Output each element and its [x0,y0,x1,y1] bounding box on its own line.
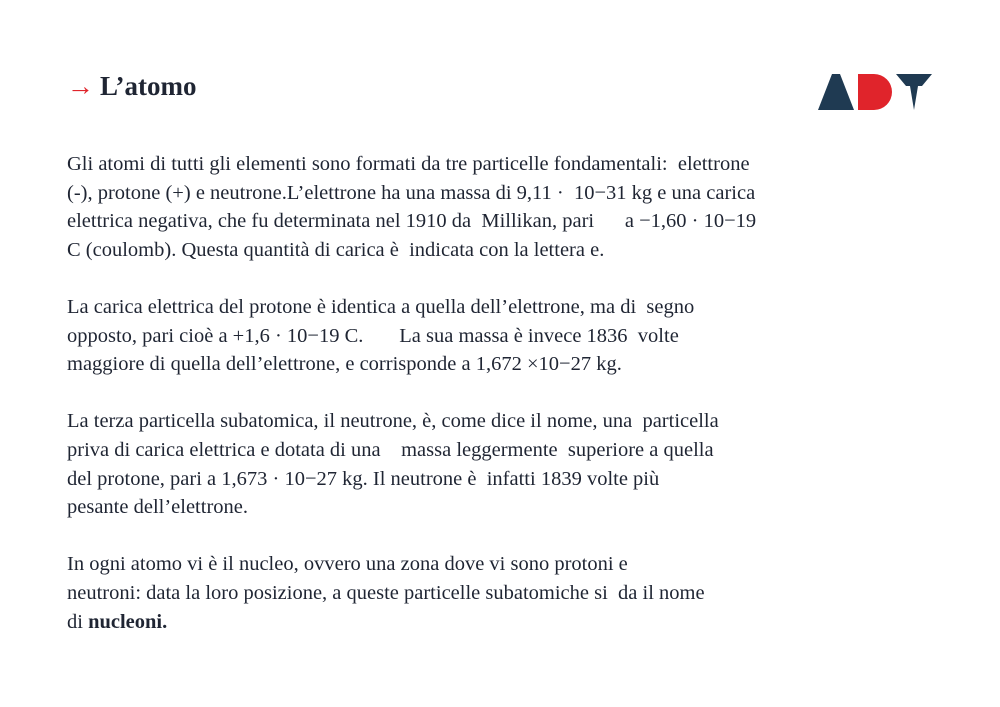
logo-letter-d [858,74,892,110]
text-line: La carica elettrica del protone è identica a quella dell’elettrone, ma di segno [67,295,695,318]
paragraph [67,407,947,521]
text-line: priva di carica elettrica e dotata di una massa leggermente superiore a quella [67,438,714,461]
arrow-right-icon: → [67,71,94,101]
text-line: La terza particella subatomica, il neutrone, è, come dice il nome, una particella [67,410,719,433]
logo-letter-a [818,74,854,110]
paragraph [67,150,947,264]
text-line [67,608,947,637]
emphasis-nucleoni: nucleoni. [88,610,168,633]
text-line: neutroni: data la loro posizione, a queste particelle subatomiche si da il nome [67,581,705,604]
logo-letter-t [896,74,932,110]
text-line: C (coulomb). Questa quantità di carica è indicata con la lettera e. [67,238,605,261]
adt-logo [818,74,932,110]
text-line: del protone, pari a 1,673 · 10−27 kg. Il neutrone è infatti 1839 volte più [67,467,660,490]
text-prefix: di [67,610,89,633]
title-text: L’atomo [100,71,197,101]
text-line: maggiore di quella dell’elettrone, e corrisponde a 1,672 ×10−27 kg. [67,353,622,376]
paragraph [67,550,947,636]
text-line: In ogni atomo vi è il nucleo, ovvero una zona dove vi sono protoni e [67,553,628,576]
text-line: Gli atomi di tutti gli elementi sono formati da tre particelle fondamentali: elettrone [67,153,750,175]
body-text [67,150,947,665]
text-line: (-), protone (+) e neutrone.L’elettrone ha una massa di 9,11 · 10−31 kg e una carica [67,181,756,204]
text-line: elettrica negativa, che fu determinata nel 1910 da Millikan, pari a −1,60 · 10−19 [67,210,757,233]
paragraph [67,293,947,379]
text-line: opposto, pari cioè a +1,6 · 10−19 C. La sua massa è invece 1836 volte [67,324,679,347]
page-title [67,68,197,104]
text-line: pesante dell’elettrone. [67,496,248,519]
